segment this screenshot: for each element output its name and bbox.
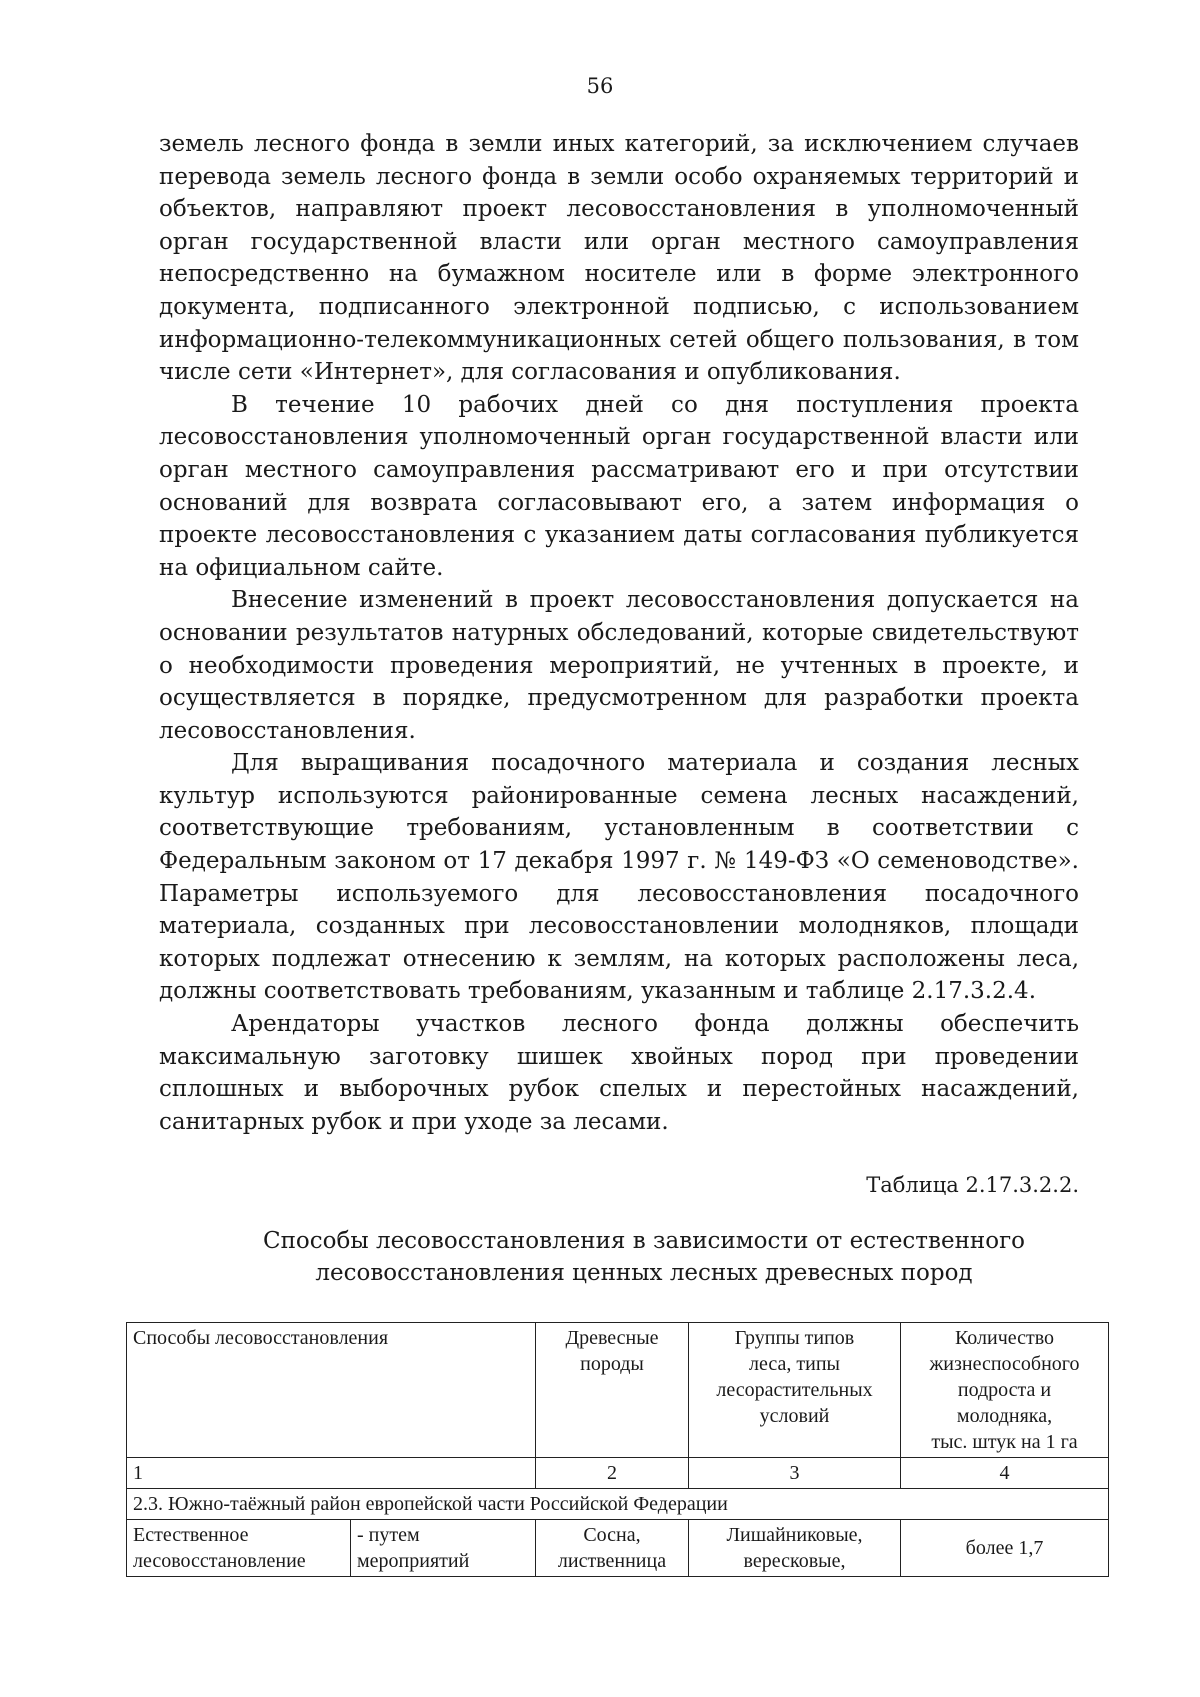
- section-cell: 2.3. Южно-таёжный район европейской части Российской Федерации: [127, 1489, 1109, 1520]
- header-cell-quantity: Количество жизнеспособного подроста и молодняка, тыс. штук на 1 га: [901, 1323, 1109, 1458]
- forest-type-cell: Лишайниковые, вересковые,: [689, 1520, 901, 1577]
- header-cell-species: Древесные породы: [536, 1323, 689, 1458]
- column-number: 2: [536, 1458, 689, 1489]
- paragraph: земель лесного фонда в земли иных категорий, за исключением случаев перевода земель лесного фонда в земли особо охраняемых территорий и объектов, направляют проект лесовосстановления в уполномоченный орган государственной власти или орган местного самоуправления непосредственно на бумажном носителе или в форме электронного документа, подписанного электронной подписью, с использованием информационно-телекоммуникационных сетей общего пользования, в том числе сети «Интернет», для согласования и опубликования.: [159, 131, 1079, 386]
- table-section-row: [127, 1489, 1109, 1520]
- column-number: 4: [901, 1458, 1109, 1489]
- page-number: 56: [586, 74, 614, 98]
- table-header-row: [127, 1323, 1109, 1458]
- header-cell-forest-types: Группы типов леса, типы лесорастительных условий: [689, 1323, 901, 1458]
- paragraph: В течение 10 рабочих дней со дня поступления проекта лесовосстановления уполномоченный орган государственной власти или орган местного самоуправления рассматривают его и при отсутствии оснований для возврата согласовывают его, а затем информация о проекте лесовосстановления с указанием даты согласования публикуется на официальном сайте.: [159, 391, 1079, 581]
- paragraph: Внесение изменений в проект лесовосстановления допускается на основании результатов натурных обследований, которые свидетельствуют о необходимости проведения мероприятий, не учтенных в проекте, и осуществляется в порядке, предусмотренном для разработки проекта лесовосстановления.: [159, 587, 1079, 744]
- reforestation-methods-table: [126, 1322, 1109, 1577]
- body-text: [159, 128, 1079, 1138]
- paragraph: Для выращивания посадочного материала и создания лесных культур используются районированные семена лесных насаждений, соответствующие требованиям, установленным в соответствии с Федеральным законом от 17 декабря 1997 г. № 149-ФЗ «О семеноводстве». Параметры используемого для лесовосстановления посадочного материала, созданных при лесовосстановлении молодняков, площади которых подлежат отнесению к землям, на которых расположены леса, должны соответствовать требованиям, указанным и таблице 2.17.3.2.4.: [159, 750, 1079, 1005]
- quantity-cell: более 1,7: [901, 1520, 1109, 1577]
- table-title-line: Способы лесовосстановления в зависимости от естественного: [262, 1228, 1025, 1254]
- header-cell-methods: Способы лесовосстановления: [127, 1323, 536, 1458]
- method-subtype-cell: - путем мероприятий: [351, 1520, 536, 1577]
- table-title-line: лесовосстановления ценных лесных древесных пород: [315, 1260, 973, 1286]
- table-title: [159, 1225, 1129, 1289]
- species-cell: Сосна, лиственница: [536, 1520, 689, 1577]
- table-label: Таблица 2.17.3.2.2.: [866, 1173, 1079, 1197]
- method-cell: Естественное лесовосстановление: [127, 1520, 351, 1577]
- table-number-row: [127, 1458, 1109, 1489]
- table-row: [127, 1520, 1109, 1577]
- column-number: 3: [689, 1458, 901, 1489]
- paragraph: Арендаторы участков лесного фонда должны обеспечить максимальную заготовку шишек хвойных пород при проведении сплошных и выборочных рубок спелых и перестойных насаждений, санитарных рубок и при уходе за лесами.: [159, 1011, 1079, 1135]
- column-number: 1: [127, 1458, 536, 1489]
